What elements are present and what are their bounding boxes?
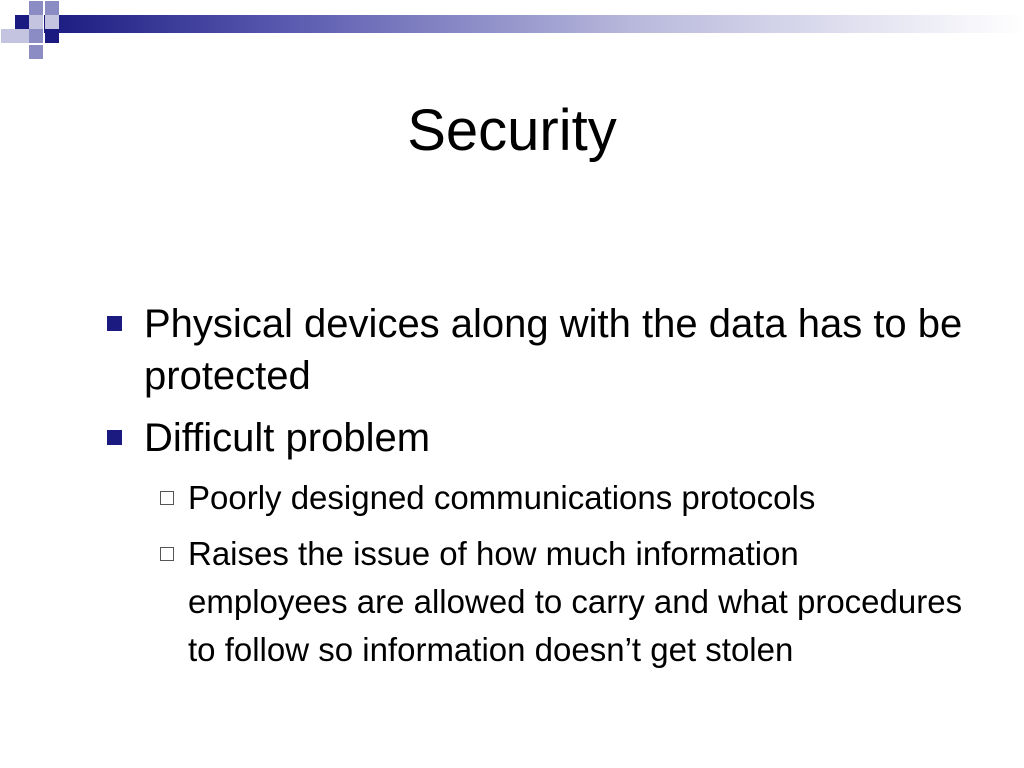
bullet-item <box>104 298 964 402</box>
bullet-text: Physical devices along with the data has to be protected <box>144 302 963 398</box>
decor-square <box>15 29 29 43</box>
slide-title: Security <box>407 98 617 163</box>
header-gradient-bar <box>44 15 1024 33</box>
decor-square <box>45 15 59 29</box>
hollow-square-bullet-icon <box>160 491 174 505</box>
decor-square <box>29 1 43 15</box>
sub-bullet-text: Raises the issue of how much information employees are allowed to carry and what procedures to follow so information doesn’t get stolen <box>188 535 963 668</box>
decor-square <box>29 45 43 59</box>
decor-square <box>29 15 43 29</box>
sub-bullet-text: Poorly designed communications protocols <box>188 479 816 516</box>
sub-bullet-item <box>156 530 964 674</box>
decor-square <box>1 29 15 43</box>
header-decoration <box>0 0 1024 64</box>
decor-square <box>29 29 43 43</box>
hollow-square-bullet-icon <box>160 547 174 561</box>
decor-square <box>45 1 59 15</box>
filled-square-bullet-icon <box>107 430 122 445</box>
sub-bullet-item <box>156 474 964 522</box>
decor-square <box>15 15 29 29</box>
bullet-text: Difficult problem <box>144 416 431 460</box>
slide-body <box>104 298 964 682</box>
decor-square <box>45 29 59 43</box>
filled-square-bullet-icon <box>107 316 122 331</box>
bullet-item <box>104 412 964 464</box>
